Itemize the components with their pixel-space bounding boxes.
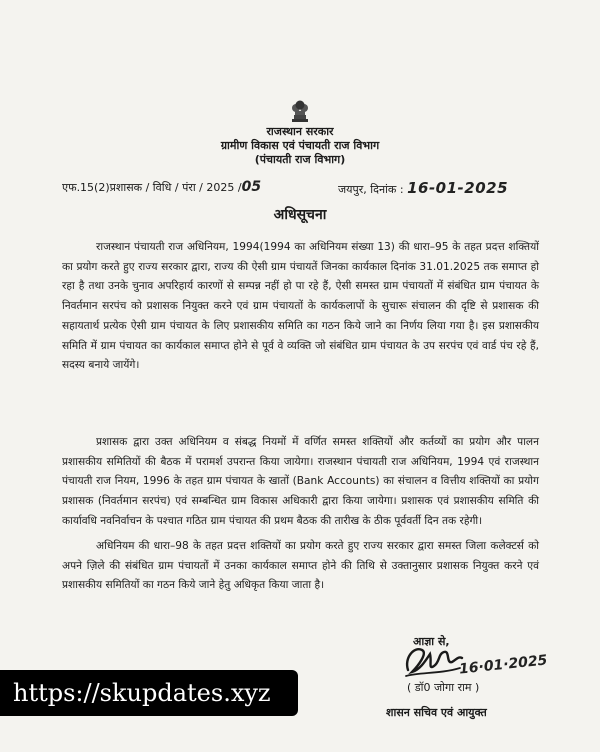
signed-date: 16·01·2025 [458, 652, 549, 678]
by-order-label: आज्ञा से, [413, 635, 450, 648]
paragraph-3: अधिनियम की धारा–98 के तहत प्रदत्त शक्तियों का प्रयोग करते हुए राज्य सरकार द्वारा समस्त जिला कलेक्टर्स को अपने ज़िले की संबंधित ग्राम पंचायतों में उनका कार्यकाल समाप्त होने की तिथि से उक्तानुसार प्रशासक नियुक्त करने एवं प्रशासकीय समितियों का गठन किये जाने हेतु अधिकृत किया जाता है। [62, 540, 539, 592]
signatory-designation: शासन सचिव एवं आयुक्त [386, 706, 487, 719]
reference-number-prefix: एफ.15(2)प्रशासक / विधि / पंरा / 2025 / [62, 181, 242, 194]
reference-number-handwritten: 05 [241, 179, 262, 195]
paragraph-1: राजस्थान पंचायती राज अधिनियम, 1994(1994 का अधिनियम संख्या 13) की धारा–95 के तहत प्रदत्त शक्तियों का प्रयोग करते हुए राज्य सरकार द्वारा, राज्य की ऐसी ग्राम पंचायतें जिनका कार्यकाल दिनांक 31.01.2025 तक समाप्त हो रहा है तथा उनके चुनाव अपरिहार्य कारणों से सम्पन्न नहीं हो पा रहे हैं, ऐसी समस्त ग्राम पंचायतों में संबंधित ग्राम पंचायत के निवर्तमान सरपंच को प्रशासक नियुक्त करने एवं ग्राम पंचायतों के कार्यकलापों के सुचारू संचालन की दृष्टि से प्रशासक की सहायतार्थ प्रत्येक ऐसी ग्राम पंचायत के लिए प्रशासकीय समिति का गठन किये जाने का निर्णय लिया गया है। इस प्रशासकीय समिति में ग्राम पंचायत का कार्यकाल समाप्त होने से पूर्व वे व्यक्ति जो संबंधित ग्राम पंचायत के उप सरपंच एवं वार्ड पंच रहे हैं, सदस्य बनाये जायेंगे। [62, 241, 539, 372]
watermark-url: https://skupdates.xyz [0, 670, 298, 716]
reference-number [62, 179, 261, 195]
state-emblem-icon [287, 96, 313, 124]
signature-icon [400, 636, 470, 682]
signatory-name: ( डॉ0 जोगा राम ) [407, 681, 480, 694]
date-handwritten: 16-01-2025 [407, 179, 509, 197]
header-subdepartment: (पंचायती राज विभाग) [254, 153, 346, 166]
header-government: राजस्थान सरकार [266, 125, 334, 138]
paragraph-2: प्रशासक द्वारा उक्त अधिनियम व संबद्ध नियमों में वर्णित समस्त शक्तियों और कर्तव्यों का प्रयोग और पालन प्रशासकीय समितियों की बैठक में परामर्श उपरान्त किया जायेगा। राजस्थान पंचायती राज अधिनियम, 1994 एवं राजस्थान पंचायती राज नियम, 1996 के तहत ग्राम पंचायत के खातों (Bank Accounts) का संचालन व वित्तीय शक्तियों का प्रयोग प्रशासक (निवर्तमान सरपंच) एवं सम्बन्धित ग्राम विकास अधिकारी द्वारा किया जायेगा। प्रशासक एवं प्रशासकीय समिति की कार्यावधि नवनिर्वाचन के पश्चात गठित ग्राम पंचायत की प्रथम बैठक की तारीख के ठीक पूर्ववर्ती दिन तक रहेगी। [62, 436, 539, 527]
place-date [338, 179, 508, 197]
notification-title: अधिसूचना [273, 207, 327, 223]
header-department: ग्रामीण विकास एवं पंचायती राज विभाग [220, 139, 380, 152]
place-date-label: जयपुर, दिनांक : [338, 183, 404, 196]
